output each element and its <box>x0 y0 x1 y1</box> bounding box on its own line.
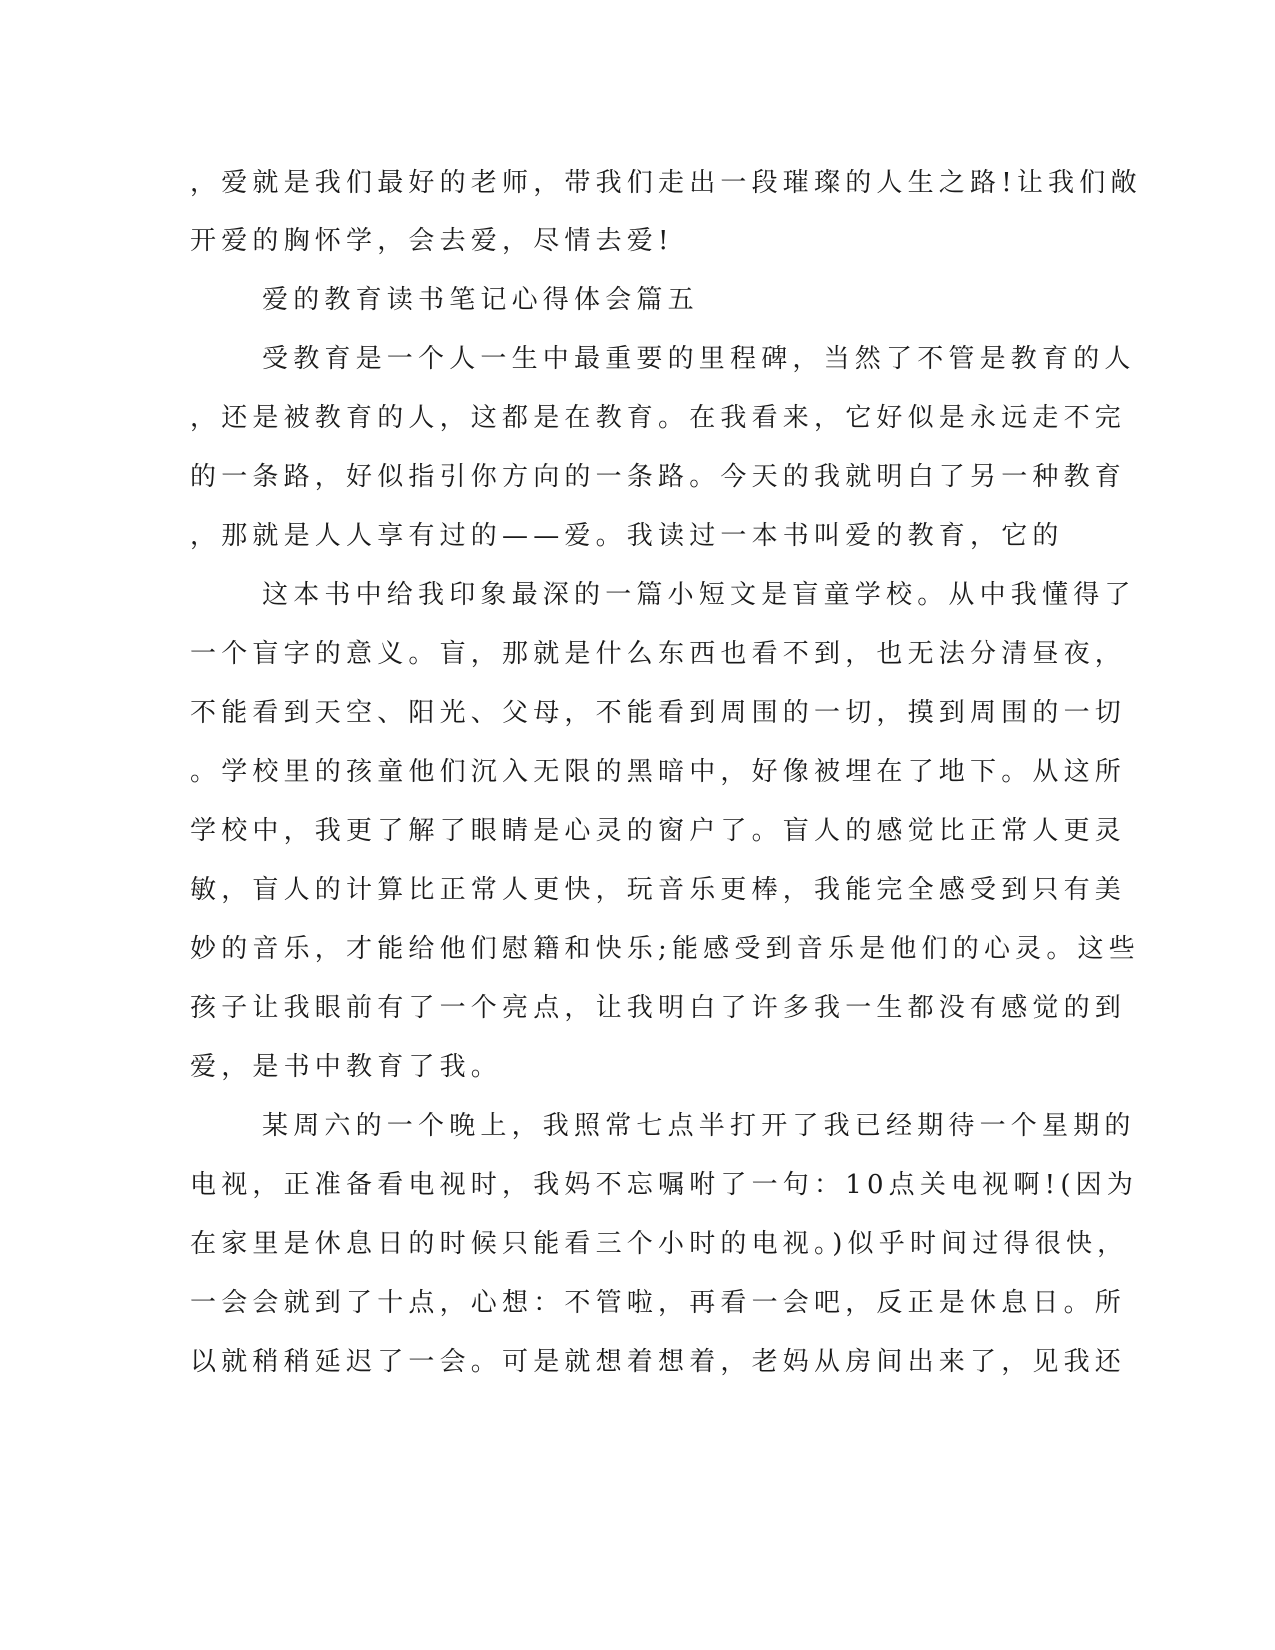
paragraph-line: 学校中，我更了解了眼睛是心灵的窗户了。盲人的感觉比正常人更灵 <box>190 816 1127 846</box>
paragraph-line: 在家里是休息日的时候只能看三个小时的电视。)似乎时间过得很快， <box>190 1229 1129 1259</box>
paragraph-line: 一个盲字的意义。盲，那就是什么东西也看不到，也无法分清昼夜， <box>190 639 1127 669</box>
paragraph-line: 以就稍稍延迟了一会。可是就想着想着，老妈从房间出来了，见我还 <box>190 1347 1127 1377</box>
paragraph-line: 妙的音乐，才能给他们慰籍和快乐;能感受到音乐是他们的心灵。这些 <box>190 934 1140 964</box>
paragraph-line: 敏，盲人的计算比正常人更快，玩音乐更棒，我能完全感受到只有美 <box>190 875 1127 905</box>
paragraph-line: ，爱就是我们最好的老师，带我们走出一段璀璨的人生之路!让我们敞 <box>190 168 1142 198</box>
paragraph-line: 一会会就到了十点，心想：不管啦，再看一会吧，反正是休息日。所 <box>190 1288 1127 1318</box>
paragraph-line: 开爱的胸怀学，会去爱，尽情去爱! <box>190 226 674 256</box>
paragraph-line: ，还是被教育的人，这都是在教育。在我看来，它好似是永远走不完 <box>190 403 1127 433</box>
paragraph-line: 不能看到天空、阳光、父母，不能看到周围的一切，摸到周围的一切 <box>190 698 1127 728</box>
paragraph-line: 受教育是一个人一生中最重要的里程碑，当然了不管是教育的人 <box>262 344 1136 374</box>
paragraph-line: 。学校里的孩童他们沉入无限的黑暗中，好像被埋在了地下。从这所 <box>190 757 1127 787</box>
paragraph-line: 的一条路，好似指引你方向的一条路。今天的我就明白了另一种教育 <box>190 462 1127 492</box>
paragraph-line: 爱，是书中教育了我。 <box>190 1052 503 1082</box>
paragraph-line: 某周六的一个晚上，我照常七点半打开了我已经期待一个星期的 <box>262 1111 1136 1141</box>
paragraph-line: ，那就是人人享有过的——爱。我读过一本书叫爱的教育，它的 <box>190 521 1064 551</box>
paragraph-line: 电视，正准备看电视时，我妈不忘嘱咐了一句：10点关电视啊!(因为 <box>190 1170 1139 1200</box>
paragraph-line: 这本书中给我印象最深的一篇小短文是盲童学校。从中我懂得了 <box>262 580 1136 610</box>
paragraph-line: 孩子让我眼前有了一个亮点，让我明白了许多我一生都没有感觉的到 <box>190 993 1127 1023</box>
section-heading: 爱的教育读书笔记心得体会篇五 <box>262 285 699 315</box>
